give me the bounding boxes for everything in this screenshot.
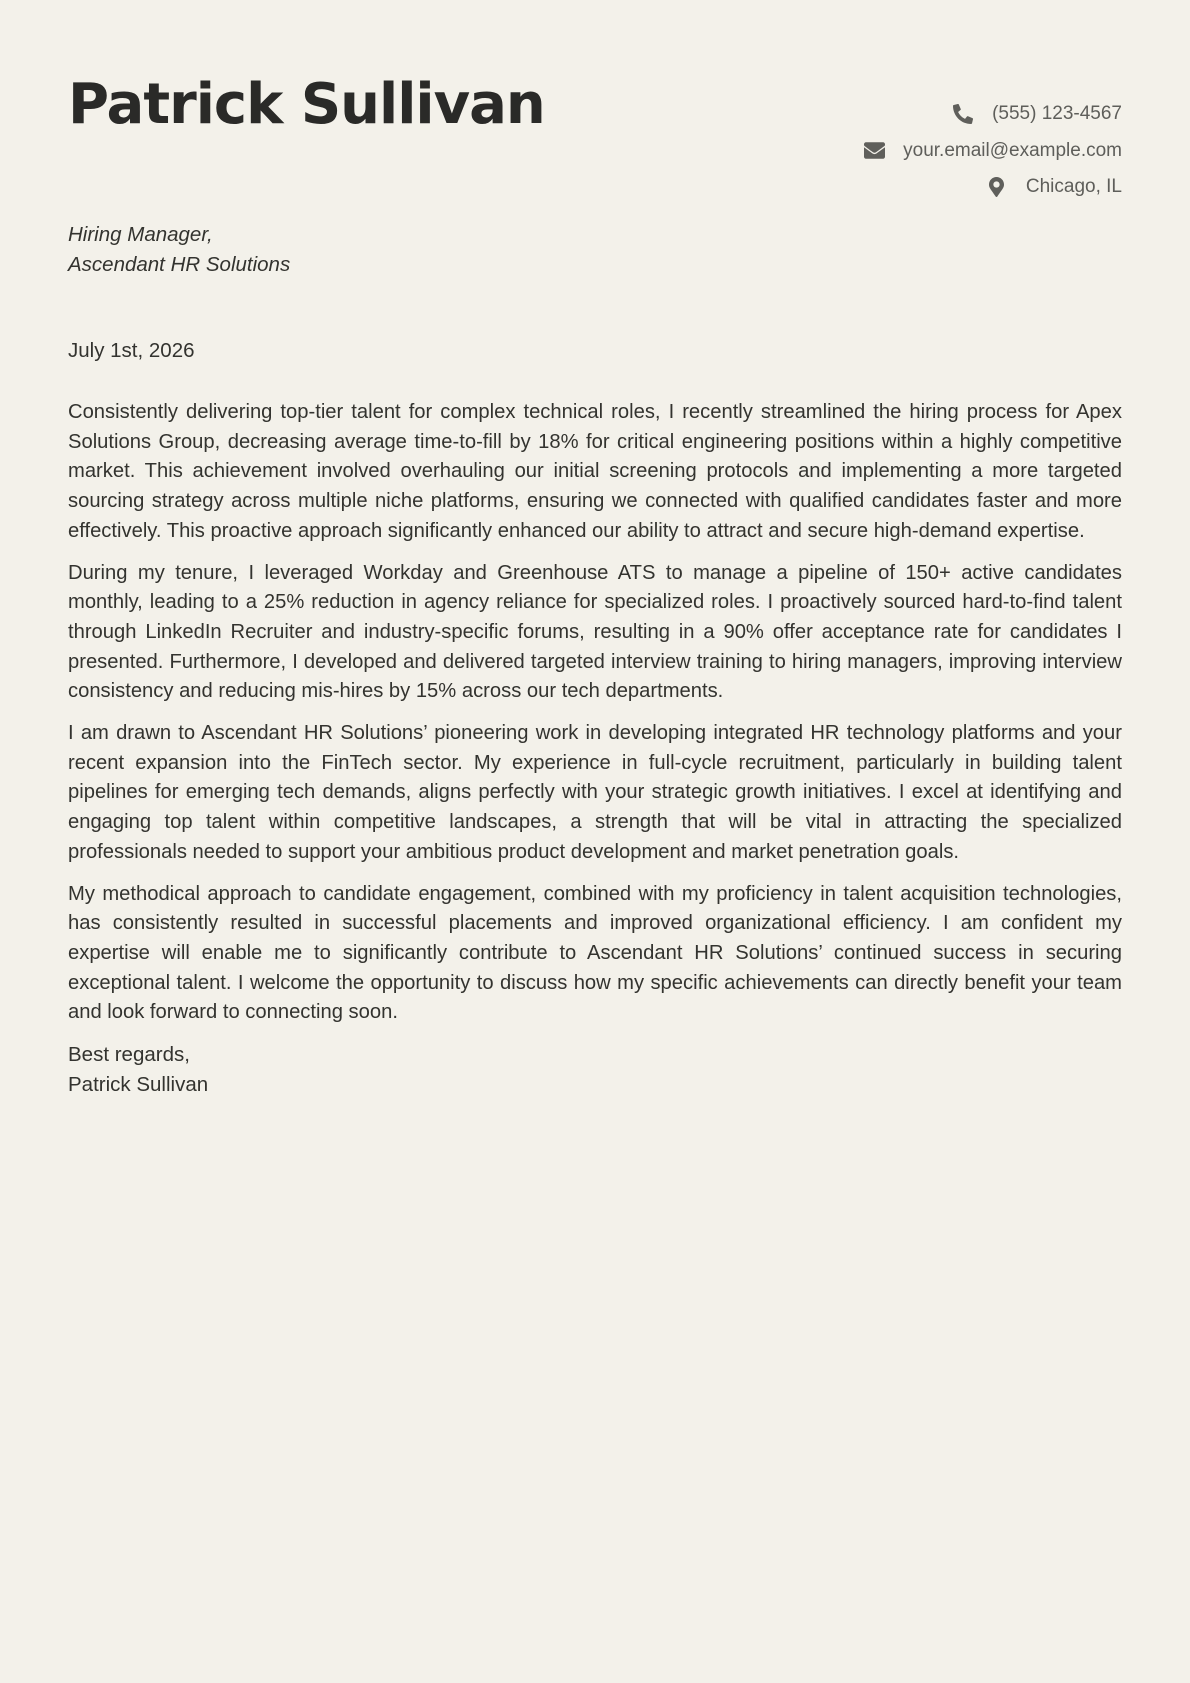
body-paragraph: During my tenure, I leveraged Workday and Greenhouse ATS to manage a pipeline of 150+ active candidates monthly, leading to a 25% reduction in agency reliance for specialized roles. I proactively sourced hard-to-find talent through LinkedIn Recruiter and industry-specific forums, resulting in a 90% offer acceptance rate for candidates I presented. Furthermore, I developed and delivered targeted interview training to hiring managers, improving interview consistency and reducing mis-hires by 15% across our tech departments. xyxy=(68,561,1122,703)
signature-name: Patrick Sullivan xyxy=(68,1072,209,1096)
letter-header xyxy=(68,0,1122,200)
body-paragraph: My methodical approach to candidate engagement, combined with my proficiency in talent acquisition technologies, has consistently resulted in successful placements and improved organizational efficiency. I am confident my expertise will enable me to significantly contribute to Ascendant HR Solutions’ continued success in securing exceptional talent. I welcome the opportunity to discuss how my specific achievements can directly benefit your team and look forward to connecting soon. xyxy=(68,882,1122,1024)
email-address: your.email@example.com xyxy=(903,139,1122,161)
map-pin-icon xyxy=(986,176,1008,198)
body-paragraph: I am drawn to Ascendant HR Solutions’ pioneering work in developing integrated HR technology platforms and your recent expansion into the FinTech sector. My experience in full-cycle recruitment, particularly in building talent pipelines for emerging tech demands, aligns perfectly with your strategic growth initiatives. I excel at identifying and engaging top talent within competitive landscapes, a strength that will be vital in attracting the specialized professionals needed to support your ambitious product development and market penetration goals. xyxy=(68,722,1122,863)
contact-location xyxy=(863,169,1122,206)
letter-date: July 1st, 2026 xyxy=(68,339,195,362)
body-paragraph: Consistently delivering top-tier talent for complex technical roles, I recently streamlined the hiring process for Apex Solutions Group, decreasing average time-to-fill by 18% for critical engineering positions within a highly competitive market. This achievement involved overhauling our initial screening protocols and implementing a more targeted sourcing strategy across multiple niche platforms, ensuring we connected with qualified candidates faster and more effectively. This proactive approach significantly enhanced our ability to attract and secure high-demand expertise. xyxy=(68,401,1122,542)
letter-body xyxy=(68,398,1122,1028)
recipient-company: Ascendant HR Solutions xyxy=(68,253,291,276)
closing-salutation: Best regards, xyxy=(68,1043,190,1067)
location-text: Chicago, IL xyxy=(1025,176,1122,198)
contact-email xyxy=(863,133,1122,170)
envelope-icon xyxy=(863,140,885,162)
contact-phone xyxy=(863,96,1122,133)
phone-number: (555) 123-4567 xyxy=(992,103,1122,125)
letter-closing xyxy=(68,1040,1122,1099)
recipient-block xyxy=(68,220,1122,280)
phone-icon xyxy=(952,103,974,125)
recipient-title: Hiring Manager, xyxy=(68,223,213,246)
applicant-name: Patrick Sullivan xyxy=(68,72,545,137)
contact-info xyxy=(863,96,1122,206)
